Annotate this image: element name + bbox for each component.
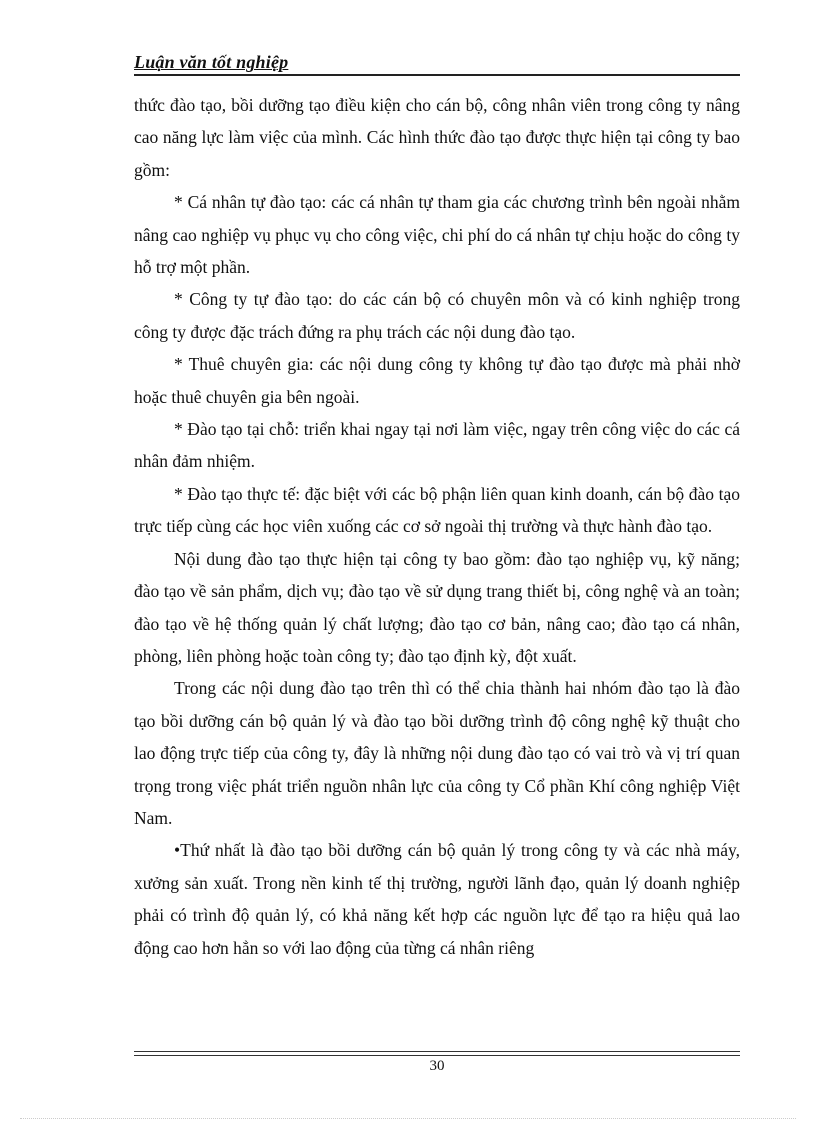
paragraph-company-training: * Công ty tự đào tạo: do các cán bộ có chuyên môn và có kinh nghiệp trong công ty được đặc trách đứng ra phụ trách các nội dung đào tạo. [134, 289, 740, 342]
paragraph-training-content: Nội dung đào tạo thực hiện tại công ty bao gồm: đào tạo nghiệp vụ, kỹ năng; đào tạo về sản phẩm, dịch vụ; đào tạo về sử dụng trang thiết bị, công nghệ và an toàn; đào tạo về hệ thống quản lý chất lượng; đào tạo cơ bản, nâng cao; đào tạo cá nhân, phòng, liên phòng hoặc toàn công ty; đào tạo định kỳ, đột xuất. [134, 548, 740, 666]
paragraph-management-training: •Thứ nhất là đào tạo bồi dưỡng cán bộ quản lý trong công ty và các nhà máy, xưởng sản xuất. Trong nền kinh tế thị trường, người lãnh đạo, quản lý doanh nghiệp phải có trình độ quản lý, có khả năng kết hợp các nguồn lực để tạo ra hiệu quả lao động cao hơn hẳn so với lao động của từng cá nhân riêng [134, 840, 740, 958]
paragraph-onsite-training: * Đào tạo tại chỗ: triển khai ngay tại nơi làm việc, ngay trên công việc do các cá nhân đảm nhiệm. [134, 419, 740, 472]
page-header [134, 48, 740, 76]
paragraph-practical-training: * Đào tạo thực tế: đặc biệt với các bộ phận liên quan kinh doanh, cán bộ đào tạo trực tiếp cùng các học viên xuống các cơ sở ngoài thị trường và thực hành đào tạo. [134, 483, 740, 537]
document-body [134, 89, 740, 964]
page-number: 30 [429, 1058, 445, 1074]
paragraph-self-training: * Cá nhân tự đào tạo: các cá nhân tự tham gia các chương trình bên ngoài nhằm nâng cao nghiệp vụ phục vụ cho công việc, chi phí do cá nhân tự chịu hoặc do công ty hỗ trợ một phần. [134, 192, 740, 278]
paragraph-continuation: thức đào tạo, bồi dưỡng tạo điều kiện cho cán bộ, công nhân viên trong công ty nâng cao năng lực làm việc của mình. Các hình thức đào tạo được thực hiện tại công ty bao gồm: [134, 95, 740, 180]
paragraph-training-groups: Trong các nội dung đào tạo trên thì có thể chia thành hai nhóm đào tạo là đào tạo bồi dưỡng cán bộ quản lý và đào tạo bồi dưỡng trình độ công nghệ kỹ thuật cho lao động trực tiếp của công ty, đây là những nội dung đào tạo có vai trò và vị trí quan trọng trong việc phát triển nguồn nhân lực của công ty Cổ phần Khí công nghiệp Việt Nam. [134, 678, 740, 828]
page-footer [134, 1051, 740, 1075]
header-title: Luận văn tốt nghiệp [134, 52, 289, 72]
footer-rule-bottom [134, 1055, 740, 1056]
footer-rule-top [134, 1051, 740, 1052]
page-bottom-edge [20, 1118, 796, 1119]
paragraph-hire-experts: * Thuê chuyên gia: các nội dung công ty không tự đào tạo được mà phải nhờ hoặc thuê chuyên gia bên ngoài. [134, 354, 740, 407]
